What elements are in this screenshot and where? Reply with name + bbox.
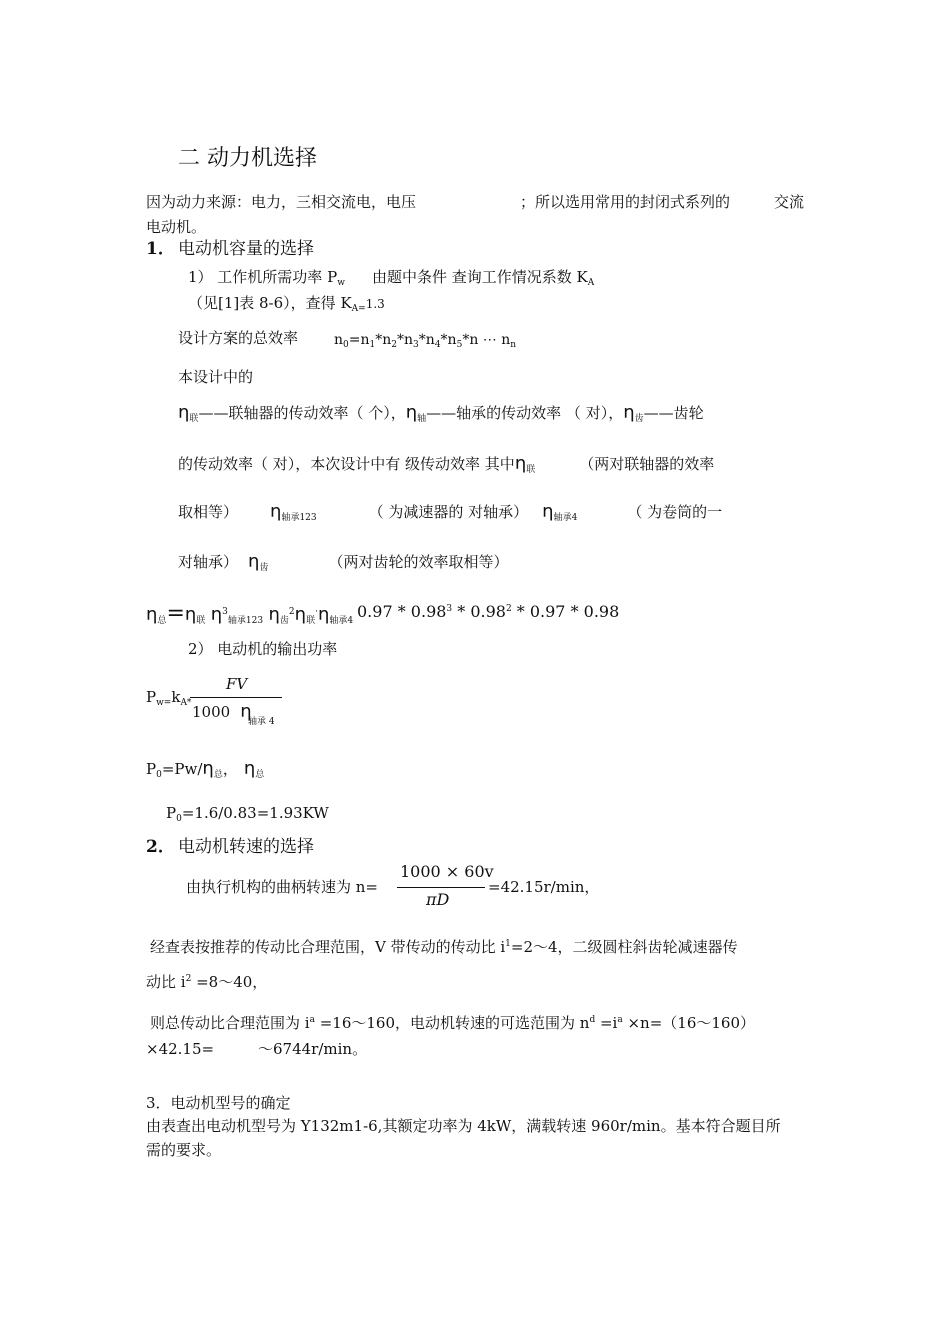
intro-line1b: ；所以选用常用的封闭式系列的 xyxy=(520,193,731,211)
eta-row1: $\eta_联——$联轴器的传动效率（ 个），$\eta_轴——$轴承的传动效率 （ 对），$\eta_齿——$齿轮 xyxy=(178,402,704,424)
output-power-label: 2） 电动机的输出功率 xyxy=(188,640,338,658)
section-heading: 二 动力机选择 xyxy=(178,146,317,171)
crank-label: 由执行机构的曲柄转速为 n= xyxy=(186,878,378,896)
s2-line4b: ～6744r/min。 xyxy=(258,1040,368,1058)
s1-p2: （见[1]表 8-6），查得 $K_{A=}1.3$ xyxy=(188,294,385,314)
pw-fraction-line xyxy=(190,697,282,698)
eff-label: 设计方案的总效率 xyxy=(178,329,299,347)
pw-numerator: FV xyxy=(226,675,248,693)
crank-denominator: πD xyxy=(426,890,450,909)
s2-title: 电动机转速的选择 xyxy=(178,837,314,857)
crank-numerator: 1000 × 60v xyxy=(400,862,494,881)
p0-value: $P_0=1.6/0.83=1.93KW$ xyxy=(166,804,329,824)
s2-line4a: ×42.15= xyxy=(146,1040,215,1058)
s3-line2: 需的要求。 xyxy=(146,1141,222,1159)
pw-denominator-sub: 轴承 4 xyxy=(248,717,275,727)
total-efficiency-value: 0.97 * 0.98$^3$ * 0.98$^2$ * 0.97 * 0.98 xyxy=(357,602,620,621)
s2-line1: 经查表按推荐的传动比合理范围，V 带传动的传动比 $i^1=2\sim 4$，二级圆柱斜齿轮减速器传 xyxy=(150,938,738,956)
s1-title: 电动机容量的选择 xyxy=(178,239,314,259)
eta-row3: 取相等） $\eta_{轴承123}$ （ 为减速器的 对轴承） $\eta_{轴承4}$ （ 为卷筒的一 xyxy=(178,501,723,523)
total-efficiency: $\eta_总=\eta_联$ $\eta^3_{轴承123}$ $\eta_齿^2\eta_联^\cdot\eta_{轴承4}$ xyxy=(146,601,354,626)
s1-number: 1． xyxy=(146,239,175,259)
s1-p1b: 由题中条件 查询工作情况系数 $K_A$ xyxy=(372,268,595,288)
eta-row2: 的传动效率（ 对），本次设计中有 级传动效率 其中$\eta_联$ （两对联轴器的效率 xyxy=(178,453,715,475)
crank-result: =42.15r/min， xyxy=(488,878,600,896)
s3-title: 3．电动机型号的确定 xyxy=(146,1094,291,1112)
in-design: 本设计中的 xyxy=(178,368,254,386)
crank-fraction-line xyxy=(397,887,485,888)
s2-line3: 则总传动比合理范围为 $i^a$ =16～160，电动机转速的可选范围为 $n^d =i^a$ ×n=（16～160） xyxy=(150,1014,756,1032)
intro-line1c: 交流 xyxy=(774,193,805,211)
s3-line1: 由表查出电动机型号为 Y132m1-6,其额定功率为 4kW，满载转速 960r/min。基本符合题目所 xyxy=(146,1117,781,1135)
s1-p1a: 1） 工作机所需功率 $P_w$ xyxy=(188,268,345,288)
p0-formula: $P_0=Pw/\eta_总$， $\eta_总$ xyxy=(146,758,265,780)
eta-row4: 对轴承） $\eta_齿$ （两对齿轮的效率取相等） xyxy=(178,551,509,573)
pw-denominator: 1000 η xyxy=(192,701,252,722)
intro-line2: 电动机。 xyxy=(146,218,207,236)
s2-number: 2． xyxy=(146,837,175,857)
s2-line2: 动比 $i^2$ =8～40， xyxy=(146,973,268,991)
eff-formula: $n_0=n_1*n_2*n_3*n_4*n_5*n$ ⋯ $n_n$ xyxy=(334,332,517,350)
intro-line1a: 因为动力来源：电力，三相交流电，电压 xyxy=(146,193,417,211)
pw-lhs: $P_{w=}k_{A*}$ xyxy=(146,688,192,708)
